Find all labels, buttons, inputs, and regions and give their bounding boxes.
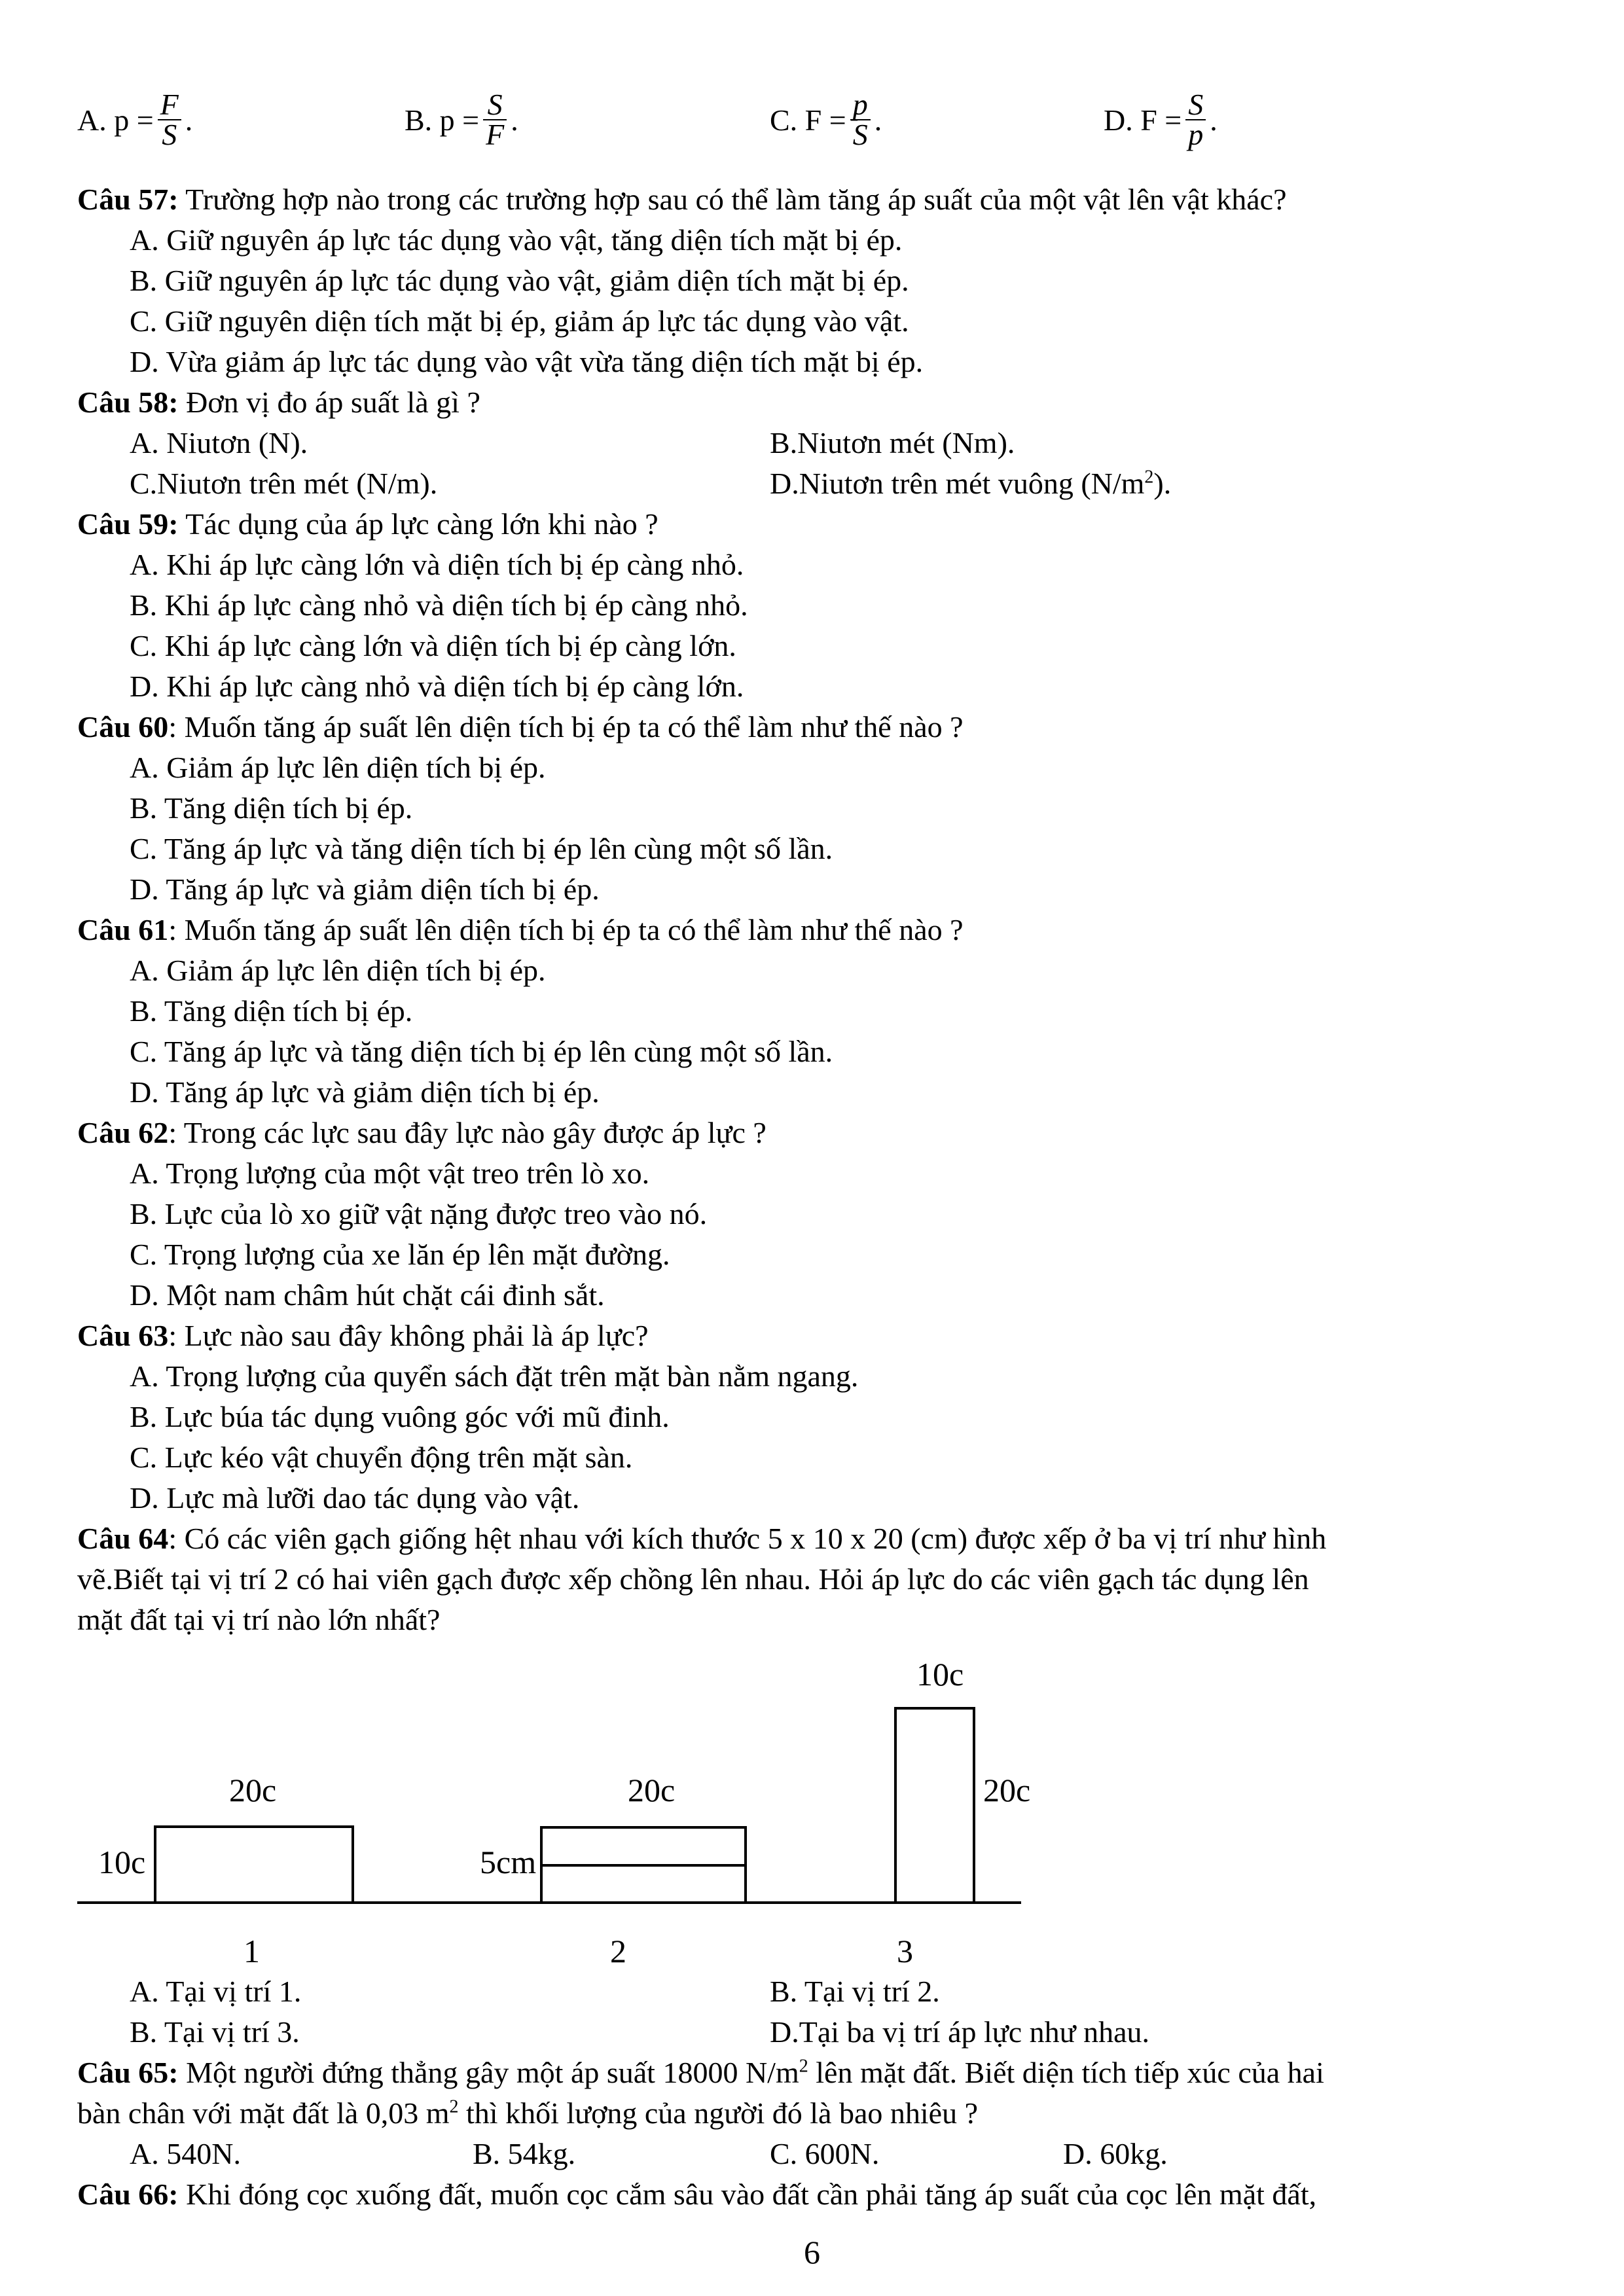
q57-option-a: A. Giữ nguyên áp lực tác dụng vào vật, tăng diện tích mặt bị ép. (130, 223, 903, 257)
questions-64-66 (77, 1971, 1563, 2215)
q58-option-c: C.Niutơn trên mét (N/m). (130, 467, 438, 500)
position-label-1: 1 (244, 1933, 260, 1969)
q62-option-d: D. Một nam châm hút chặt cái đinh sắt. (130, 1278, 605, 1312)
q64-row-2 (77, 2012, 1563, 2053)
q64-option-a: A. Tại vị trí 1. (130, 1975, 302, 2008)
q62-option-b: B. Lực của lò xo giữ vật nặng được treo vào nó. (130, 1197, 708, 1230)
q62-option-c: C. Trọng lượng của xe lăn ép lên mặt đường. (130, 1238, 670, 1271)
label-brick-2-height: 5cm (480, 1844, 537, 1880)
q56-option-d: D. F = $\frac{S}{p}$ . (1104, 88, 1218, 151)
q62-option-a: A. Trọng lượng của một vật treo trên lò xo. (130, 1157, 650, 1190)
question-61: Câu 61: Muốn tăng áp suất lên diện tích bị ép ta có thể làm như thế nào ? (77, 913, 964, 946)
questions-57-63 (77, 179, 1563, 1640)
brick-position-1 (155, 1827, 353, 1903)
q65-option-d: D. 60kg. (1063, 2137, 1168, 2170)
label-brick-3-width: 10c (916, 1656, 964, 1693)
q61-option-c: C. Tăng áp lực và tăng diện tích bị ép lên cùng một số lần. (130, 1035, 833, 1068)
q63-option-a: A. Trọng lượng của quyển sách đặt trên mặt bàn nằm ngang. (130, 1359, 859, 1393)
q61-option-a: A. Giảm áp lực lên diện tích bị ép. (130, 954, 546, 987)
question-64-line-3: mặt đất tại vị trí nào lớn nhất? (77, 1603, 441, 1636)
q64-row-1 (77, 1971, 1563, 2012)
q60-option-c: C. Tăng áp lực và tăng diện tích bị ép lên cùng một số lần. (130, 832, 833, 865)
q64-option-c: B. Tại vị trí 3. (130, 2015, 300, 2049)
q58-option-b: B.Niutơn mét (Nm). (770, 426, 1015, 459)
label-brick-1-length: 20c (229, 1772, 277, 1808)
question-60: Câu 60: Muốn tăng áp suất lên diện tích bị ép ta có thể làm như thế nào ? (77, 710, 964, 744)
q65-option-a: A. 540N. (130, 2137, 241, 2170)
question-63: Câu 63: Lực nào sau đây không phải là áp lực? (77, 1319, 649, 1352)
q63-option-b: B. Lực búa tác dụng vuông góc với mũ đinh. (130, 1400, 670, 1433)
position-label-2: 2 (610, 1933, 626, 1969)
question-57: Câu 57: Trường hợp nào trong các trường hợp sau có thể làm tăng áp suất của một vật lên vật khác? (77, 183, 1287, 216)
label-brick-1-height: 10c (98, 1844, 146, 1880)
q60-option-b: B. Tăng diện tích bị ép. (130, 791, 413, 825)
q58-row-2 (77, 463, 1563, 504)
q65-option-b: B. 54kg. (473, 2137, 576, 2170)
q58-option-d: D.Niutơn trên mét vuông $(N/m^2)$. (770, 467, 1172, 500)
label-brick-3-height: 20c (983, 1772, 1031, 1808)
q57-option-c: C. Giữ nguyên diện tích mặt bị ép, giảm áp lực tác dụng vào vật. (130, 304, 909, 338)
q57-option-b: B. Giữ nguyên áp lực tác dụng vào vật, giảm diện tích mặt bị ép. (130, 264, 909, 297)
question-64: Câu 64: Có các viên gạch giống hệt nhau với kích thước 5 x 10 x 20 (cm) được xếp ở ba vị trí như hình (77, 1522, 1327, 1555)
question-59: Câu 59: Tác dụng của áp lực càng lớn khi nào ? (77, 507, 659, 541)
q64-option-d: D.Tại ba vị trí áp lực như nhau. (770, 2015, 1149, 2049)
q61-option-b: B. Tăng diện tích bị ép. (130, 994, 413, 1028)
brick-position-2-top (541, 1827, 746, 1865)
q59-option-b: B. Khi áp lực càng nhỏ và diện tích bị ép càng nhỏ. (130, 588, 748, 622)
q64-option-b: B. Tại vị trí 2. (770, 1975, 940, 2008)
label-brick-2-length: 20c (628, 1772, 676, 1808)
q56-options (77, 84, 1563, 156)
q61-option-d: D. Tăng áp lực và giảm diện tích bị ép. (130, 1075, 600, 1109)
q59-option-d: D. Khi áp lực càng nhỏ và diện tích bị ép càng lớn. (130, 670, 744, 703)
question-64-line-2: vẽ.Biết tại vị trí 2 có hai viên gạch được xếp chồng lên nhau. Hỏi áp lực do các viên gạch tác dụng lên (77, 1562, 1309, 1596)
q56-option-a: A. p = $\frac{F}{S}$ . (77, 88, 193, 151)
q60-option-a: A. Giảm áp lực lên diện tích bị ép. (130, 751, 546, 784)
question-65: Câu 65: Một người đứng thẳng gây một áp suất 18000 $N/m^2$ lên mặt đất. Biết diện tích tiếp xúc của hai (77, 2056, 1324, 2089)
q57-option-d: D. Vừa giảm áp lực tác dụng vào vật vừa tăng diện tích mặt bị ép. (130, 345, 924, 378)
q58-row-1 (77, 423, 1563, 463)
q65-options (77, 2134, 1563, 2174)
brick-position-3 (895, 1708, 974, 1903)
page-number: 6 (804, 2234, 820, 2270)
q56-option-b: B. p = $\frac{S}{F}$ . (405, 88, 518, 151)
q56-option-c: C. F = $\frac{p}{S}$ . (770, 88, 882, 151)
q63-option-c: C. Lực kéo vật chuyển động trên mặt sàn. (130, 1441, 633, 1474)
question-62: Câu 62: Trong các lực sau đây lực nào gây được áp lực ? (77, 1116, 767, 1149)
q59-option-c: C. Khi áp lực càng lớn và diện tích bị ép càng lớn. (130, 629, 736, 662)
position-label-3: 3 (897, 1933, 913, 1969)
q60-option-d: D. Tăng áp lực và giảm diện tích bị ép. (130, 872, 600, 906)
question-65-line-2: bàn chân với mặt đất là 0,03 $m^2$ thì khối lượng của người đó là bao nhiêu ? (77, 2096, 978, 2130)
brick-position-2-bottom (541, 1865, 746, 1903)
question-66: Câu 66: Khi đóng cọc xuống đất, muốn cọc cắm sâu vào đất cần phải tăng áp suất của cọc lên mặt đất, (77, 2178, 1317, 2211)
q63-option-d: D. Lực mà lưỡi dao tác dụng vào vật. (130, 1481, 580, 1515)
q58-option-a: A. Niutơn (N). (130, 426, 308, 459)
q59-option-a: A. Khi áp lực càng lớn và diện tích bị ép càng nhỏ. (130, 548, 744, 581)
q65-option-c: C. 600N. (770, 2137, 880, 2170)
question-58: Câu 58: Đơn vị đo áp suất là gì ? (77, 386, 480, 419)
